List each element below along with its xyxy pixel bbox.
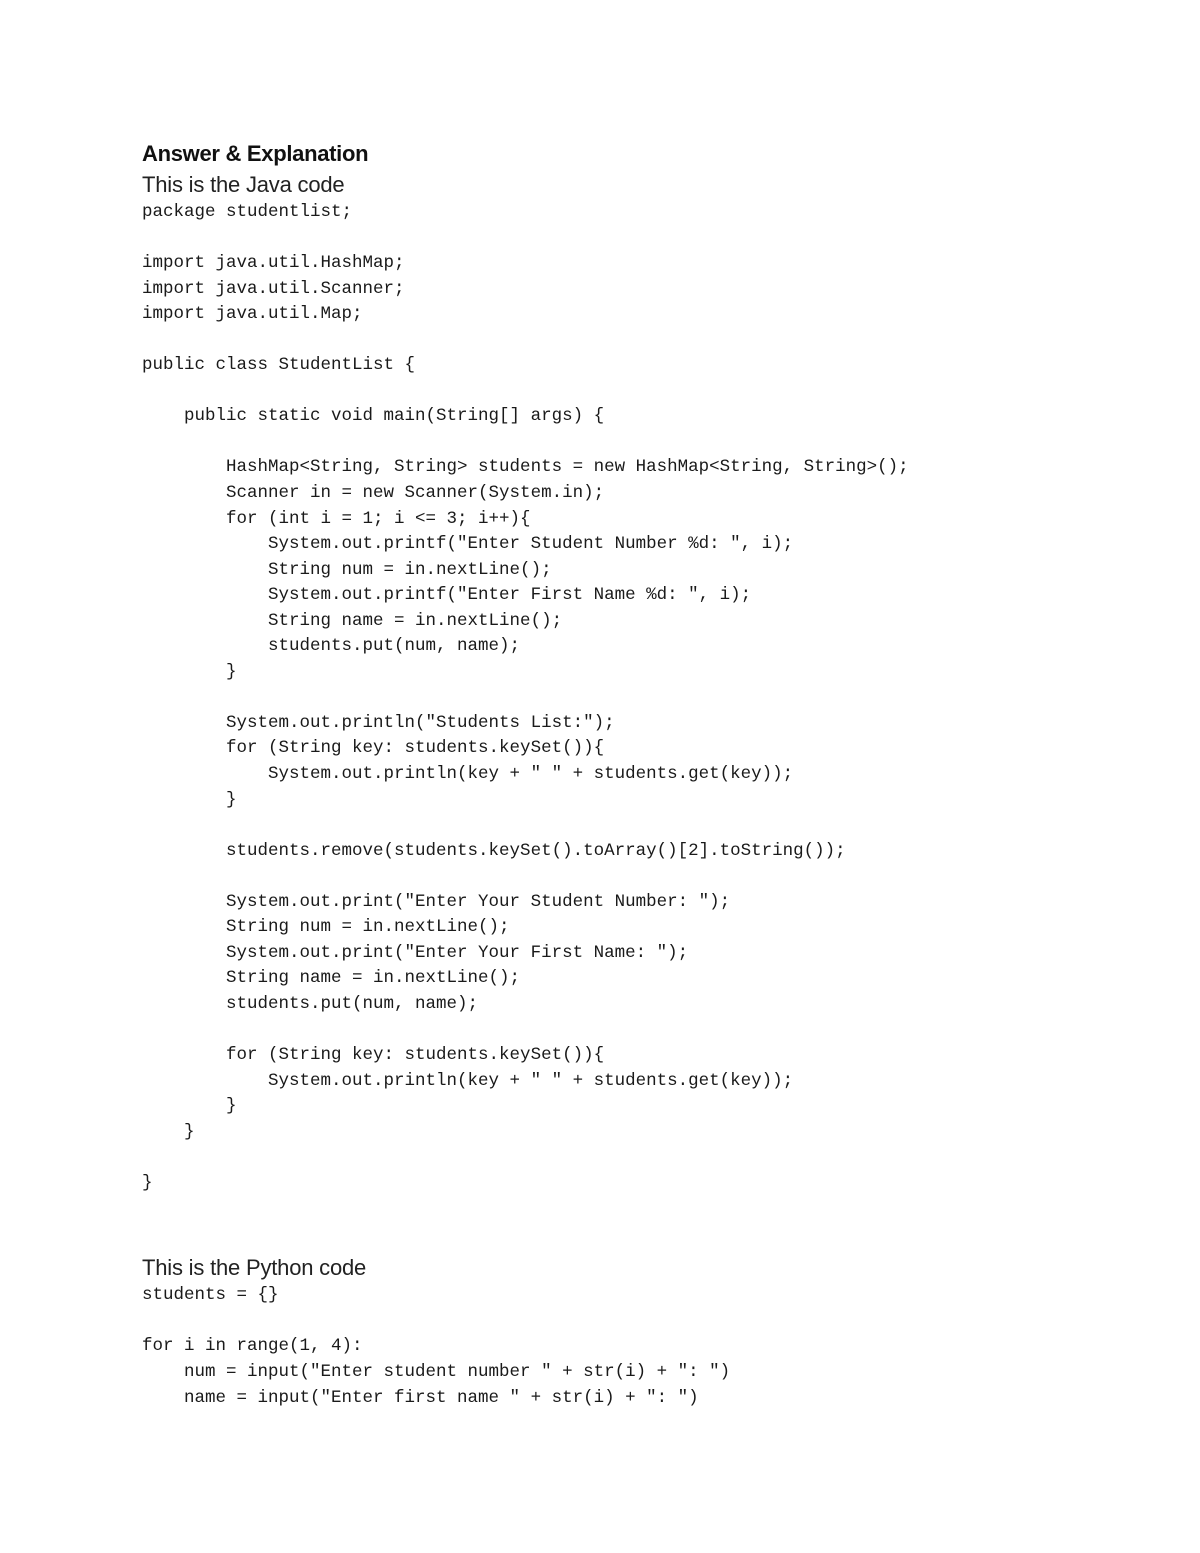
java-code-line xyxy=(142,226,1102,252)
java-code-line: } xyxy=(142,1172,153,1193)
java-code-line: import java.util.Map; xyxy=(142,304,363,325)
section-spacer xyxy=(142,1196,1102,1253)
java-code-line xyxy=(142,430,1102,456)
java-code-line: } xyxy=(142,1121,195,1142)
java-code-line: for (String key: students.keySet()){ xyxy=(142,738,605,759)
java-code-line xyxy=(142,1018,1102,1044)
python-code-line: for i in range(1, 4): xyxy=(142,1336,363,1357)
java-code-line: System.out.print("Enter Your First Name: "); xyxy=(142,942,689,963)
java-code-line: String num = in.nextLine(); xyxy=(142,917,510,938)
java-code-line: students.put(num, name); xyxy=(142,636,521,657)
java-code-line: System.out.println("Students List:"); xyxy=(142,712,615,733)
java-code-line: String name = in.nextLine(); xyxy=(142,610,563,631)
java-code-line xyxy=(142,864,1102,890)
java-code-line: students.remove(students.keySet().toArray()[2].toString()); xyxy=(142,840,846,861)
java-code-line: System.out.println(key + " " + students.get(key)); xyxy=(142,764,794,785)
python-code-line: name = input("Enter first name " + str(i) + ": ") xyxy=(142,1387,699,1408)
python-section-label: This is the Python code xyxy=(142,1255,367,1281)
python-code-line: num = input("Enter student number " + str(i) + ": ") xyxy=(142,1361,731,1382)
java-section-label: This is the Java code xyxy=(142,172,345,197)
java-code-line: } xyxy=(142,661,237,682)
java-code-line: students.put(num, name); xyxy=(142,993,479,1014)
java-code-line: public static void main(String[] args) { xyxy=(142,406,605,427)
java-code-line: System.out.print("Enter Your Student Number: "); xyxy=(142,891,731,912)
java-code-line: import java.util.Scanner; xyxy=(142,278,405,299)
java-code-block xyxy=(142,200,1102,1196)
python-code-line xyxy=(142,1309,1102,1335)
python-code-line: students = {} xyxy=(142,1285,279,1306)
java-code-line: for (String key: students.keySet()){ xyxy=(142,1045,605,1066)
java-code-line: public class StudentList { xyxy=(142,355,416,376)
document-content xyxy=(142,138,1102,1411)
java-code-line xyxy=(142,685,1102,711)
java-code-line: System.out.println(key + " " + students.get(key)); xyxy=(142,1070,794,1091)
java-code-line: System.out.printf("Enter First Name %d: ", i); xyxy=(142,585,752,606)
java-code-line xyxy=(142,1145,1102,1171)
java-code-line: package studentlist; xyxy=(142,202,353,222)
java-code-line: System.out.printf("Enter Student Number %d: ", i); xyxy=(142,534,794,555)
java-code-line xyxy=(142,379,1102,405)
java-code-line: } xyxy=(142,789,237,810)
python-code-block xyxy=(142,1283,1102,1411)
java-code-line: } xyxy=(142,1096,237,1117)
java-code-line xyxy=(142,813,1102,839)
java-code-line: HashMap<String, String> students = new HashMap<String, String>(); xyxy=(142,457,909,478)
java-code-line: for (int i = 1; i <= 3; i++){ xyxy=(142,508,531,529)
java-code-line: import java.util.HashMap; xyxy=(142,253,405,274)
java-code-line xyxy=(142,328,1102,354)
java-code-line: Scanner in = new Scanner(System.in); xyxy=(142,483,605,504)
java-code-line: String num = in.nextLine(); xyxy=(142,559,552,580)
answer-heading: Answer & Explanation xyxy=(142,141,369,166)
java-code-line: String name = in.nextLine(); xyxy=(142,968,521,989)
